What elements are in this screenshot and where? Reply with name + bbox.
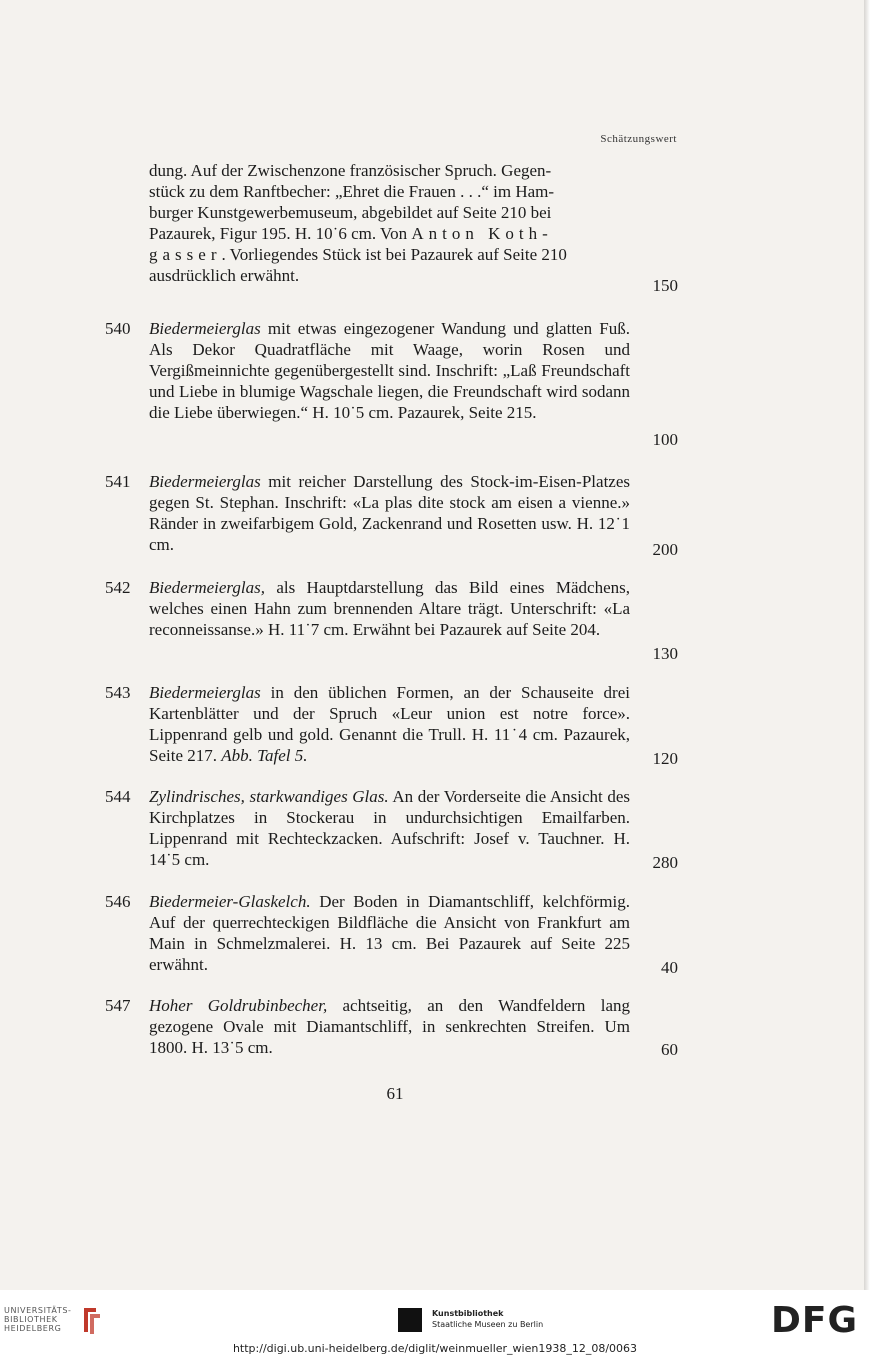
estimate-value: 200 [652,540,678,559]
entry-title: Biedermeier-Glaskelch. [149,892,311,911]
kunstbibliothek-text [432,1308,543,1330]
spaced-name: gasser [149,245,222,264]
entry-body [149,577,630,640]
estimate-value: 100 [652,430,678,449]
page-number: 61 [386,1084,404,1103]
lot-number: 546 [105,892,131,911]
entry-body [149,786,630,870]
page-edge [864,0,870,1290]
entry-body [149,682,630,766]
logo-line: HEIDELBERG [4,1324,62,1333]
entry-title: Hoher Goldrubinbecher, [149,996,328,1015]
text-line: burger Kunstgewerbemuseum, abgebildet auf Seite 210 bei [149,203,552,222]
estimate-value: 60 [661,1040,678,1059]
kb-title: Kunstbibliothek [432,1309,504,1318]
dfg-logo[interactable]: DFG [770,1300,858,1341]
lot-number: 544 [105,787,131,806]
estimate-value: 40 [661,958,678,977]
lot-number: 542 [105,578,131,597]
entry-text: als Hauptdarstellung das Bild eines Mädchens, welches einen Hahn zum brennenden Altare trägt. Unterschrift: «La reconneissanse.» H. 11˙7 cm. Erwähnt bei Pazaurek auf Seite 204. [149,578,630,639]
logo-line: UNIVERSITÄTS- [4,1306,72,1315]
kunstbibliothek-logo[interactable] [398,1306,548,1336]
entry-body [149,160,630,286]
kb-subtitle: Staatliche Museen zu Berlin [432,1320,544,1329]
text-line: dung. Auf der Zwischenzone französischer Spruch. Gegen- [149,161,552,180]
entry-text: An der Vorderseite die Ansicht des Kirchplatzes in Stockerau in undurchsichtigen Emailfarben. Lippenrand mit Rechteckzacken. Aufschrift: Josef v. Tauchner. H. 14˙5 cm. [149,787,630,869]
entry-title: Biedermeierglas [149,472,261,491]
lot-number: 543 [105,683,131,702]
entry-body [149,891,630,975]
entry-title: Biedermeierglas [149,319,261,338]
estimate-value: 120 [652,749,678,768]
entry-body [149,471,630,555]
lot-number: 540 [105,319,131,338]
estimate-value: 130 [652,644,678,663]
text-line [149,244,630,265]
entry-text: Der Boden in Diamantschliff, kelchförmig. Auf der querrechteckigen Bildfläche die Ansicht von Frankfurt am Main in Schmelzmalerei. H. 13 cm. Bei Pazaurek auf Seite 225 erwähnt. [149,892,630,974]
entry-title: Biedermeierglas, [149,578,265,597]
footer-bar [0,1290,870,1356]
text-line [149,223,630,244]
entry-body [149,318,630,423]
entry-text: mit reicher Darstellung des Stock-im-Eisen-Platzes gegen St. Stephan. Inschrift: «La plas dite stock am eisen a vienne.» Ränder in zweifarbigem Gold, Zackenrand und Rosetten usw. H. 12˙1 cm. [149,472,630,554]
text-segment: . Vorliegendes Stück ist bei Pazaurek auf Seite 210 [221,245,567,264]
spaced-name: Anton Koth- [411,224,553,243]
university-library-logo[interactable] [4,1306,72,1333]
column-header-estimate: Schätzungswert [600,133,677,145]
text-segment: Pazaurek, Figur 195. H. 10˙6 cm. Von [149,224,412,243]
estimate-value: 150 [652,276,678,295]
library-emblem-icon [80,1304,102,1336]
entry-text: mit etwas eingezogener Wandung und glatten Fuß. Als Dekor Quadratfläche mit Waage, worin Rosen und Vergißmeinnichte gegenübergestellt sind. Inschrift: „Laß Freundschaft und Liebe in blumige Wagschale liegen, die Freundschaft wird sodann die Liebe überwiegen.“ H. 10˙5 cm. Pazaurek, Seite 215. [149,319,630,422]
estimate-value: 280 [652,853,678,872]
text-line: ausdrücklich erwähnt. [149,266,300,285]
kunstbibliothek-mark-icon [398,1308,422,1332]
entry-text: achtseitig, an den Wandfeldern lang gezogene Ovale mit Diamantschliff, in senkrechten Streifen. Um 1800. H. 13˙5 cm. [149,996,630,1057]
entry-text: in den üblichen Formen, an der Schauseite drei Kartenblätter und der Spruch «Leur union est notre force». Lippenrand gelb und gold. Genannt die Trull. H. 11˙4 cm. Pazaurek, Seite 217. [149,683,630,765]
logo-line: BIBLIOTHEK [4,1315,58,1324]
text-line: stück zu dem Ranftbecher: „Ehret die Frauen . . .“ im Ham- [149,182,555,201]
entry-title: Biedermeierglas [149,683,261,702]
entry-title: Zylindrisches, starkwandiges Glas. [149,787,389,806]
entry-body [149,995,630,1058]
plate-reference: Abb. Tafel 5. [221,746,308,765]
lot-number: 547 [105,996,131,1015]
lot-number: 541 [105,472,131,491]
permalink-url[interactable]: http://digi.ub.uni-heidelberg.de/diglit/weinmueller_wien1938_12_08/0063 [232,1342,638,1355]
